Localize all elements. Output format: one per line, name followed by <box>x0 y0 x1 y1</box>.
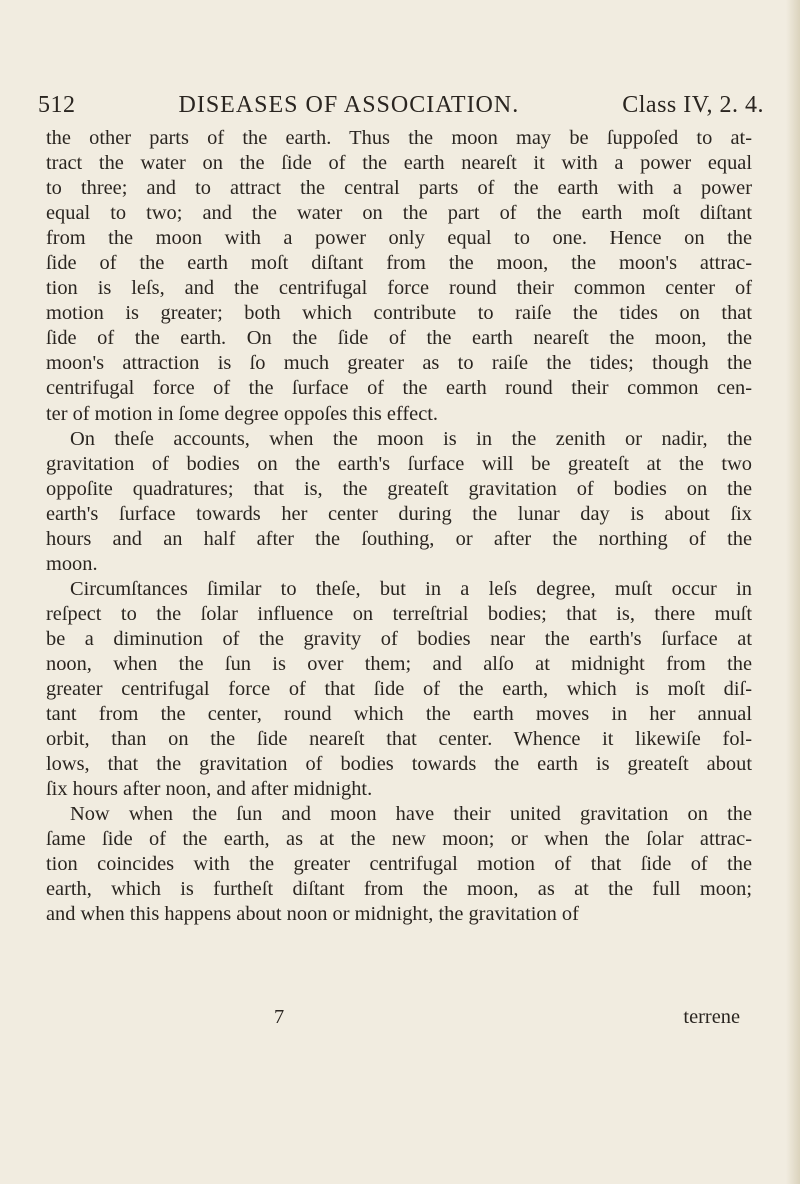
text-line: moon's attraction is ſo much greater as to raiſe the tides; though the <box>46 352 752 375</box>
text-line: hours and an half after the ſouthing, or after the northing of the <box>46 527 752 550</box>
text-line: tion is leſs, and the centrifugal force round their common center of <box>46 277 752 300</box>
text-line: Circumſtances ſimilar to theſe, but in a leſs degree, muſt occur in <box>70 577 752 600</box>
text-line: earth's ſurface towards her center during the lunar day is about ſix <box>46 502 752 525</box>
text-line: motion is greater; both which contribute to raiſe the tides on that <box>46 302 752 325</box>
signature-mark: 7 <box>274 1006 285 1028</box>
catchword: terrene <box>683 1006 740 1028</box>
text-line: be a diminution of the gravity of bodies near the earth's ſurface at <box>46 627 752 650</box>
text-line: gravitation of bodies on the earth's ſurface will be greateſt at the two <box>46 452 752 475</box>
text-line: ſide of the earth moſt diſtant from the moon, the moon's attrac- <box>46 252 752 275</box>
text-line: moon. <box>46 552 98 575</box>
text-line: ter of motion in ſome degree oppoſes this effect. <box>46 402 439 425</box>
paragraph <box>46 427 752 577</box>
text-line: tract the water on the ſide of the earth neareſt it with a power equal <box>46 152 752 175</box>
text-line: from the moon with a power only equal to one. Hence on the <box>46 227 752 250</box>
body-text <box>46 126 752 928</box>
text-line: centrifugal force of the ſurface of the earth round their common cen- <box>46 377 752 400</box>
text-line: Now when the ſun and moon have their united gravitation on the <box>70 803 752 826</box>
running-header <box>38 92 764 119</box>
page-edge-shadow <box>786 0 800 1184</box>
text-line: lows, that the gravitation of bodies towards the earth is greateſt about <box>46 753 752 776</box>
text-line: tion coincides with the greater centrifugal motion of that ſide of the <box>46 853 752 876</box>
text-line: ſame ſide of the earth, as at the new moon; or when the ſolar attrac- <box>46 828 752 851</box>
text-line: On theſe accounts, when the moon is in the zenith or nadir, the <box>70 427 752 450</box>
text-line: to three; and to attract the central parts of the earth with a power <box>46 177 752 200</box>
text-line: orbit, than on the ſide neareſt that center. Whence it likewiſe fol- <box>46 728 752 751</box>
page-footer <box>46 1006 752 1032</box>
text-line: ſide of the earth. On the ſide of the earth neareſt the moon, the <box>46 327 752 350</box>
text-line: oppoſite quadratures; that is, the greateſt gravitation of bodies on the <box>46 477 752 500</box>
paragraph <box>46 802 752 927</box>
text-line: and when this happens about noon or midnight, the gravitation of <box>46 903 579 926</box>
text-line: reſpect to the ſolar influence on terreſtrial bodies; that is, there muſt <box>46 602 752 625</box>
text-line: ſix hours after noon, and after midnight. <box>46 778 373 801</box>
page-number: 512 <box>38 92 76 118</box>
text-line: earth, which is furtheſt diſtant from the moon, as at the full moon; <box>46 878 752 901</box>
running-title: DISEASES OF ASSOCIATION. <box>178 92 520 118</box>
section-reference: Class IV, 2. 4. <box>622 92 764 118</box>
paragraph <box>46 577 752 802</box>
paragraph <box>46 126 752 427</box>
text-line: greater centrifugal force of that ſide of the earth, which is moſt diſ- <box>46 678 752 701</box>
text-line: equal to two; and the water on the part of the earth moſt diſtant <box>46 202 752 225</box>
text-line: tant from the center, round which the earth moves in her annual <box>46 703 752 726</box>
text-line: noon, when the ſun is over them; and alſo at midnight from the <box>46 652 752 675</box>
text-line: the other parts of the earth. Thus the moon may be ſuppoſed to at- <box>46 127 752 149</box>
